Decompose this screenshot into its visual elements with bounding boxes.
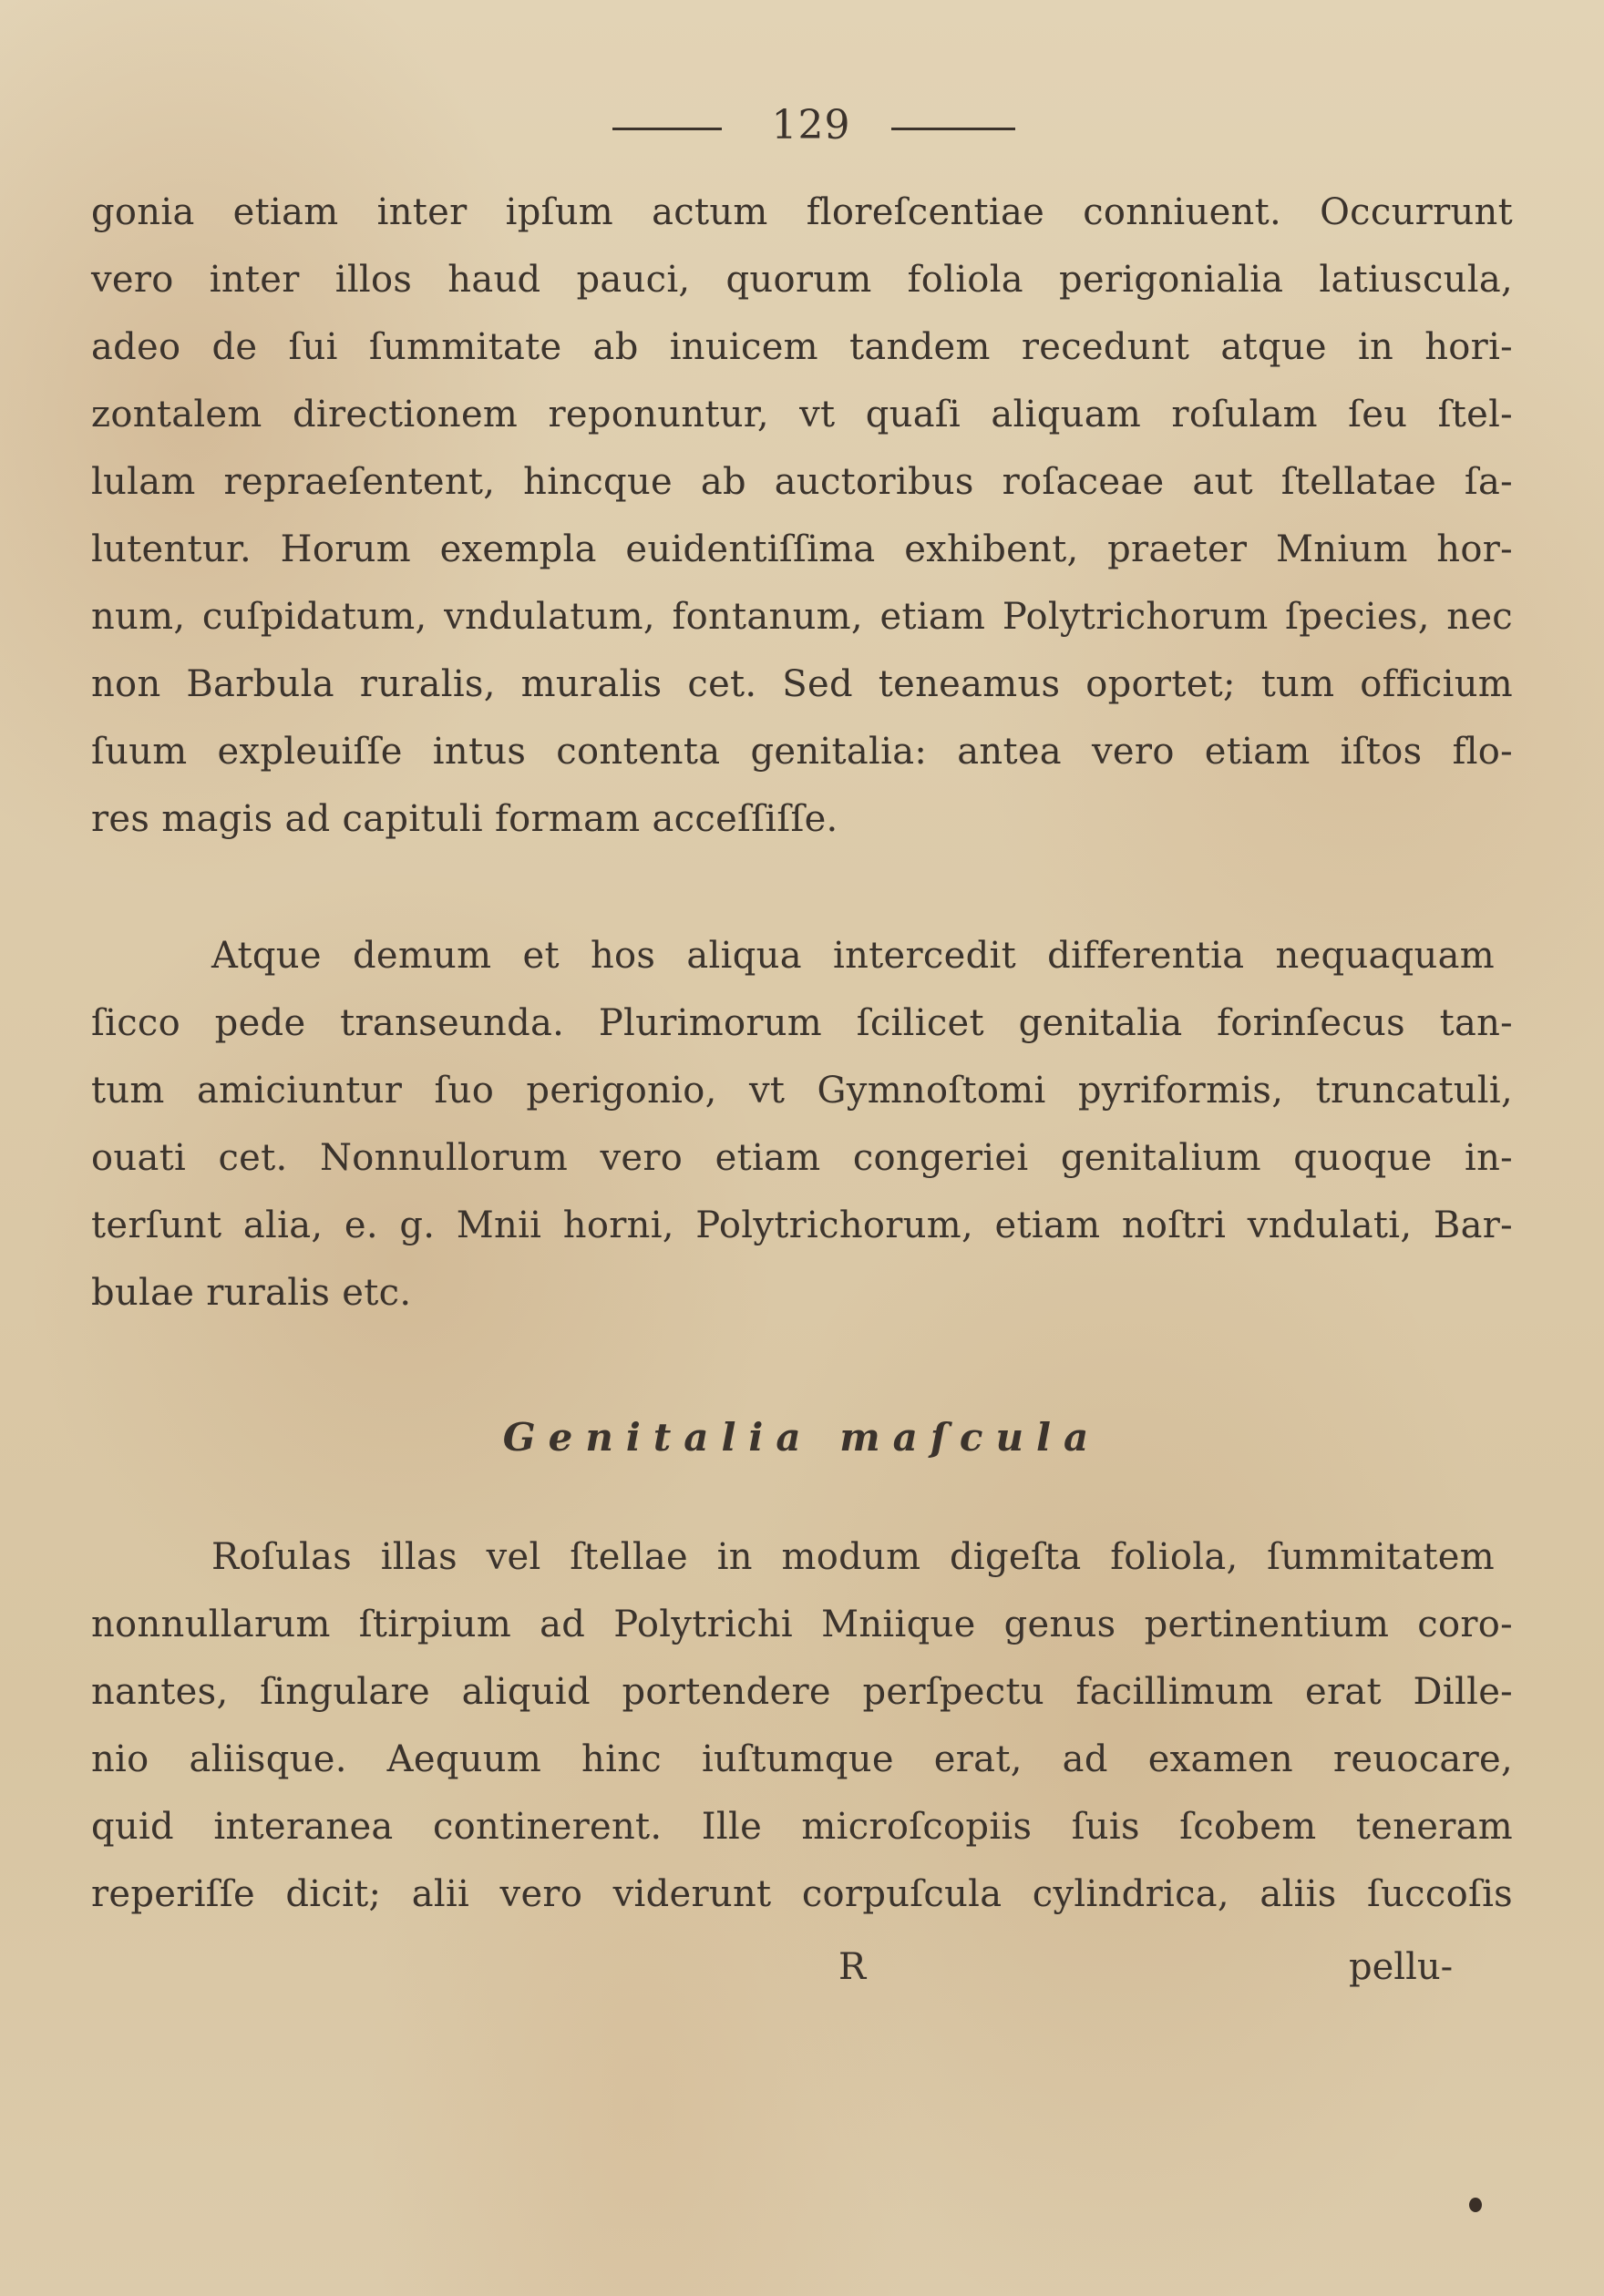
text-line: ouati cet. Nonnullorum vero etiam congeriei genitalium quoque in- [91, 1137, 1513, 1179]
text-line: tum amiciuntur ſuo perigonio, vt Gymnoſtomi pyriformis, truncatuli, [91, 1070, 1513, 1112]
text-line: ſicco pede transeunda. Plurimorum ſcilicet genitalia forinſecus tan- [91, 1002, 1513, 1044]
catchword: pellu- [1349, 1946, 1454, 1988]
ink-speck [1469, 2198, 1482, 2212]
text-line: quid interanea continerent. Ille microſcopiis ſuis ſcobem teneram [91, 1806, 1513, 1848]
text-line: gonia etiam inter ipſum actum floreſcentiae conniuent. Occurrunt [91, 191, 1513, 233]
text-line: ſuum expleuiſſe intus contenta genitalia: antea vero etiam iſtos flo- [91, 731, 1513, 773]
text-line: lutentur. Horum exempla euidentiſſima exhibent, praeter Mnium hor- [91, 528, 1513, 570]
text-line: reperiſſe dicit; alii vero viderunt corpuſcula cylindrica, aliis ſuccoſis [91, 1873, 1513, 1915]
text-line: adeo de ſui ſummitate ab inuicem tandem recedunt atque in hori- [91, 326, 1513, 368]
text-line: Atque demum et hos aliqua intercedit differentia nequaquam [211, 935, 1495, 977]
text-line: bulae ruralis etc. [91, 1272, 412, 1314]
text-line: terſunt alia, e. g. Mnii horni, Polytrichorum, etiam noſtri vndulati, Bar- [91, 1204, 1513, 1246]
text-line: lulam repraeſentent, hincque ab auctoribus roſaceae aut ſtellatae ſa- [91, 461, 1513, 503]
page-number: 129 [771, 102, 851, 149]
header-rule-right [891, 128, 1015, 130]
text-line: nonnullarum ſtirpium ad Polytrichi Mniique genus pertinentium coro- [91, 1604, 1513, 1645]
header-rule-left [612, 128, 722, 130]
section-heading: Genitalia maſcula [502, 1415, 1102, 1460]
text-line: res magis ad capituli formam acceſſiſſe. [91, 798, 838, 840]
text-line: non Barbula ruralis, muralis cet. Sed teneamus oportet; tum officium [91, 663, 1513, 705]
text-line: zontalem directionem reponuntur, vt quaſi aliquam roſulam ſeu ſtel- [91, 394, 1513, 436]
signature-mark: R [838, 1946, 867, 1988]
page-header [0, 98, 1604, 153]
text-line: vero inter illos haud pauci, quorum foliola perigonialia latiuscula, [91, 259, 1513, 301]
text-line: Roſulas illas vel ſtellae in modum digeſta foliola, ſummitatem [211, 1536, 1495, 1578]
text-line: nantes, ſingulare aliquid portendere perſpectu facillimum erat Dille- [91, 1671, 1513, 1713]
text-line: num, cuſpidatum, vndulatum, fontanum, etiam Polytrichorum ſpecies, nec [91, 596, 1513, 638]
text-line: nio aliisque. Aequum hinc iuſtumque erat, ad examen reuocare, [91, 1738, 1513, 1780]
